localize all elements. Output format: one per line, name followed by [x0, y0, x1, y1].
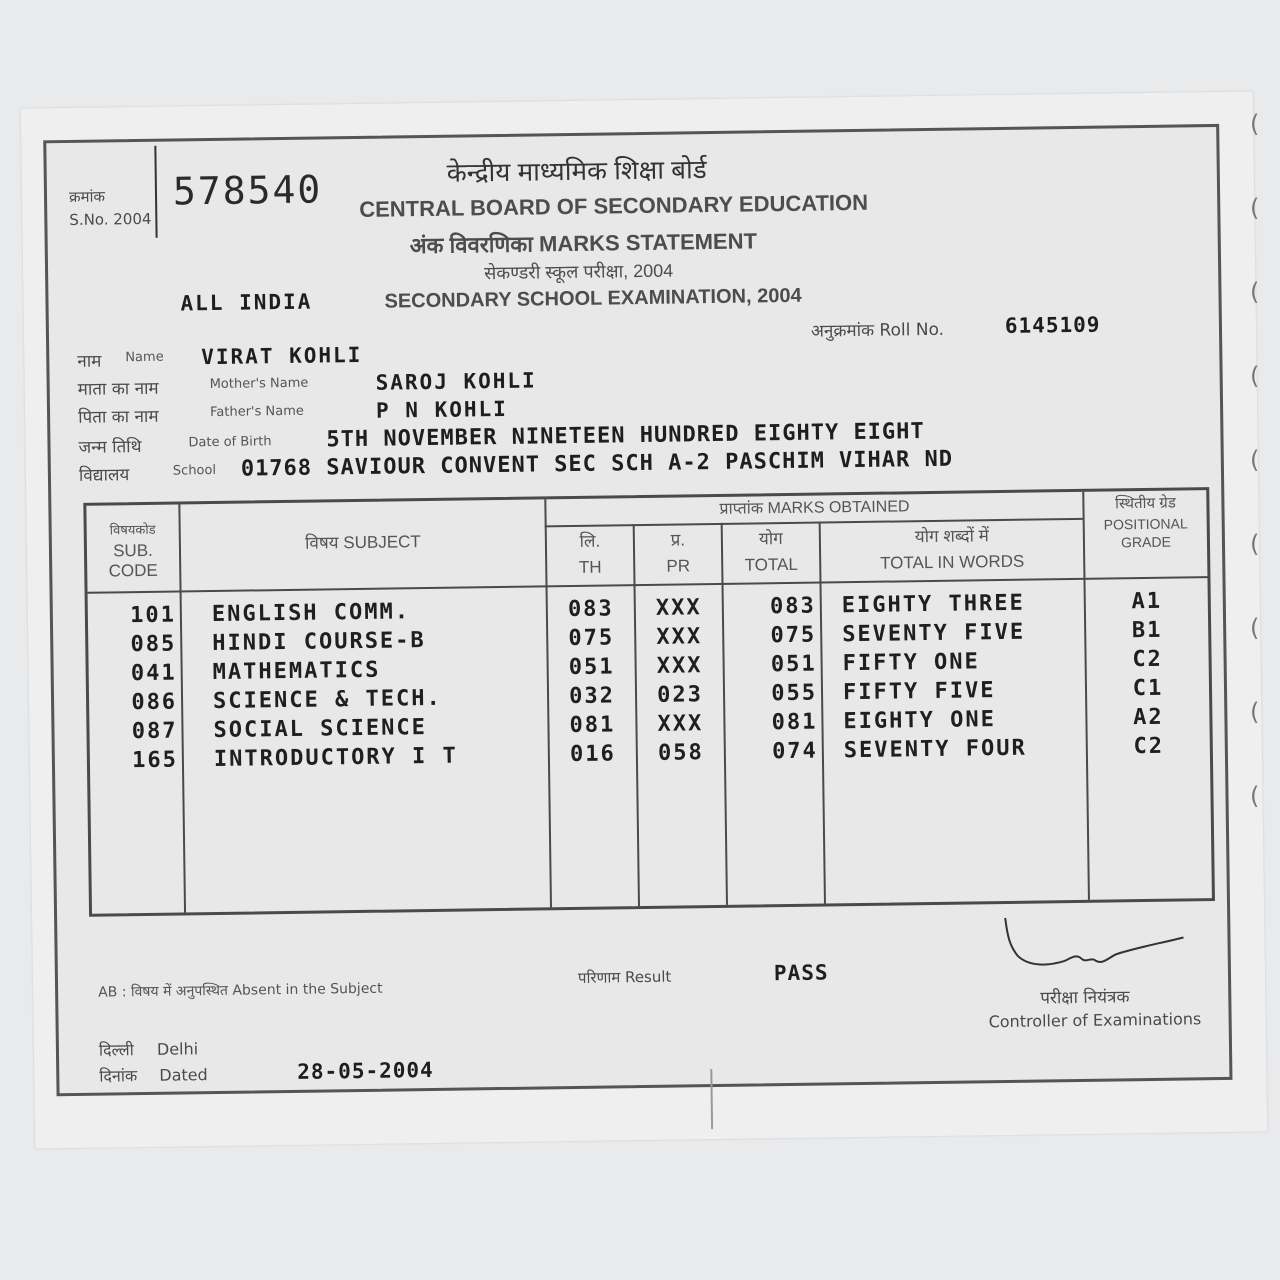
controller-title-hindi: परीक्षा नियंत्रक [1040, 987, 1130, 1009]
place-label: Delhi [156, 1039, 199, 1059]
controller-title: Controller of Examinations [988, 1009, 1202, 1032]
cell-grade: B1 [1131, 617, 1163, 644]
col-words: TOTAL IN WORDS [879, 551, 1025, 573]
dob-label: Date of Birth [188, 434, 272, 451]
cell-pr: XXX [656, 653, 703, 679]
cell-subject: SCIENCE & TECH. [212, 685, 442, 715]
place-label-hindi: दिल्ली [98, 1040, 134, 1060]
binder-hole-icon: ( [1250, 278, 1260, 306]
mother-label-hindi: माता का नाम [77, 378, 159, 400]
roll-number: 6145109 [1004, 312, 1101, 338]
binder-hole-icon: ( [1250, 446, 1260, 474]
cell-grade: C1 [1132, 675, 1164, 702]
col-subject: विषय SUBJECT [304, 532, 421, 553]
col-grade: POSITIONAL GRADE [1103, 515, 1188, 551]
binder-holes [1250, 110, 1270, 866]
cell-grade: A2 [1132, 704, 1164, 731]
cell-total-words: EIGHTY ONE [843, 707, 997, 735]
student-name: VIRAT KOHLI [201, 342, 363, 370]
marks-table [83, 487, 1215, 917]
father-name: P N KOHLI [375, 396, 509, 423]
binder-hole-icon: ( [1250, 362, 1260, 390]
cell-grade: A1 [1131, 588, 1163, 615]
dob-label-hindi: जन्म तिथि [78, 437, 142, 458]
cell-sub-code: 087 [131, 718, 178, 745]
school-label-hindi: विद्यालय [78, 465, 130, 486]
cell-th: 051 [568, 654, 615, 681]
dated-label-hindi: दिनांक [99, 1066, 138, 1086]
cell-grade: C2 [1133, 733, 1165, 760]
cell-sub-code: 165 [131, 747, 179, 774]
statement-title: अंक विवरणिका MARKS STATEMENT [409, 228, 758, 259]
certificate-paper [21, 91, 1267, 1148]
col-pr-hindi: प्र. [670, 530, 686, 550]
col-total-hindi: योग [758, 529, 783, 549]
binder-hole-icon: ( [1250, 698, 1260, 726]
cell-pr: XXX [655, 595, 702, 621]
father-label: Father's Name [209, 403, 304, 421]
cell-th: 081 [569, 712, 616, 739]
serial-number: 578540 [172, 167, 323, 214]
result-label: परिणाम Result [577, 967, 672, 987]
binder-hole-icon: ( [1250, 782, 1260, 810]
result-value: PASS [773, 960, 829, 986]
cell-total-words: FIFTY ONE [842, 649, 981, 677]
col-total: TOTAL [744, 554, 798, 575]
cell-sub-code: 086 [131, 689, 178, 716]
cell-pr: XXX [656, 624, 703, 650]
col-th: TH [578, 557, 602, 577]
binder-hole-icon: ( [1250, 530, 1260, 558]
col-code-hindi: विषयकोड [109, 521, 156, 538]
school-name: 01768 SAVIOUR CONVENT SEC SCH A-2 PASCHIM VIHAR ND [240, 446, 954, 482]
cell-subject: MATHEMATICS [212, 657, 381, 686]
board-title: CENTRAL BOARD OF SECONDARY EDUCATION [359, 189, 869, 222]
cell-sub-code: 041 [130, 660, 177, 687]
binder-hole-icon: ( [1250, 194, 1260, 222]
mother-label: Mother's Name [209, 375, 309, 393]
serial-label: S.No. 2004 [69, 209, 152, 229]
mother-name: SAROJ KOHLI [375, 368, 537, 395]
cell-total: 075 [770, 622, 817, 649]
cell-total: 081 [771, 709, 818, 736]
controller-signature [997, 913, 1198, 982]
exam-title-hindi: सेकण्डरी स्कूल परीक्षा, 2004 [484, 260, 674, 284]
exam-title: SECONDARY SCHOOL EXAMINATION, 2004 [384, 284, 802, 313]
cell-th: 032 [569, 683, 616, 710]
school-label: School [172, 462, 217, 479]
name-label: Name [125, 349, 164, 366]
cell-subject: SOCIAL SCIENCE [213, 715, 428, 744]
serial-label-hindi: क्रमांक [68, 187, 106, 206]
cell-total-words: EIGHTY THREE [841, 590, 1025, 619]
cell-sub-code: 101 [129, 602, 177, 629]
absent-note: AB : विषय में अनुपस्थित Absent in the Subject [98, 980, 383, 1001]
cell-total: 051 [770, 651, 817, 678]
cell-th: 083 [567, 596, 614, 623]
father-label-hindi: पिता का नाम [77, 406, 159, 428]
cell-sub-code: 085 [130, 631, 177, 658]
cell-total-words: SEVENTY FIVE [842, 619, 1026, 648]
cell-subject: HINDI COURSE-B [212, 628, 426, 657]
date-of-birth: 5TH NOVEMBER NINETEEN HUNDRED EIGHTY EIGHT [326, 419, 925, 453]
cell-total: 055 [771, 680, 818, 707]
cell-th: 075 [568, 625, 615, 652]
cell-total-words: SEVENTY FOUR [843, 735, 1027, 764]
cell-total: 083 [769, 593, 816, 620]
serial-divider [154, 146, 157, 238]
cell-subject: ENGLISH COMM. [211, 599, 411, 628]
name-label-hindi: नाम [77, 351, 102, 372]
cell-total-words: FIFTY FIVE [842, 678, 996, 706]
binder-hole-icon: ( [1250, 110, 1260, 138]
col-th-hindi: लि. [579, 531, 601, 551]
dated-label: Dated [159, 1065, 208, 1085]
col-grade-hindi: स्थितीय ग्रेड [1114, 494, 1176, 513]
cell-pr: 058 [657, 740, 704, 766]
cell-grade: C2 [1132, 646, 1164, 673]
col-words-hindi: योग शब्दों में [914, 526, 990, 547]
cell-subject: INTRODUCTORY I T [213, 743, 458, 773]
issue-date: 28-05-2004 [297, 1057, 434, 1084]
cell-total: 074 [771, 738, 819, 765]
board-title-hindi: केन्द्रीय माध्यमिक शिक्षा बोर्ड [446, 154, 707, 188]
marks-statement [43, 124, 1232, 1096]
cell-pr: XXX [657, 711, 704, 737]
binder-hole-icon: ( [1250, 614, 1260, 642]
region-label: ALL INDIA [180, 289, 313, 316]
col-pr: PR [666, 556, 691, 576]
roll-label: अनुक्रमांक Roll No. [810, 319, 945, 342]
col-code: SUB. CODE [108, 540, 158, 581]
cell-th: 016 [569, 741, 616, 768]
col-marks-obtained: प्राप्तांक MARKS OBTAINED [719, 498, 910, 518]
cell-pr: 023 [657, 682, 704, 708]
